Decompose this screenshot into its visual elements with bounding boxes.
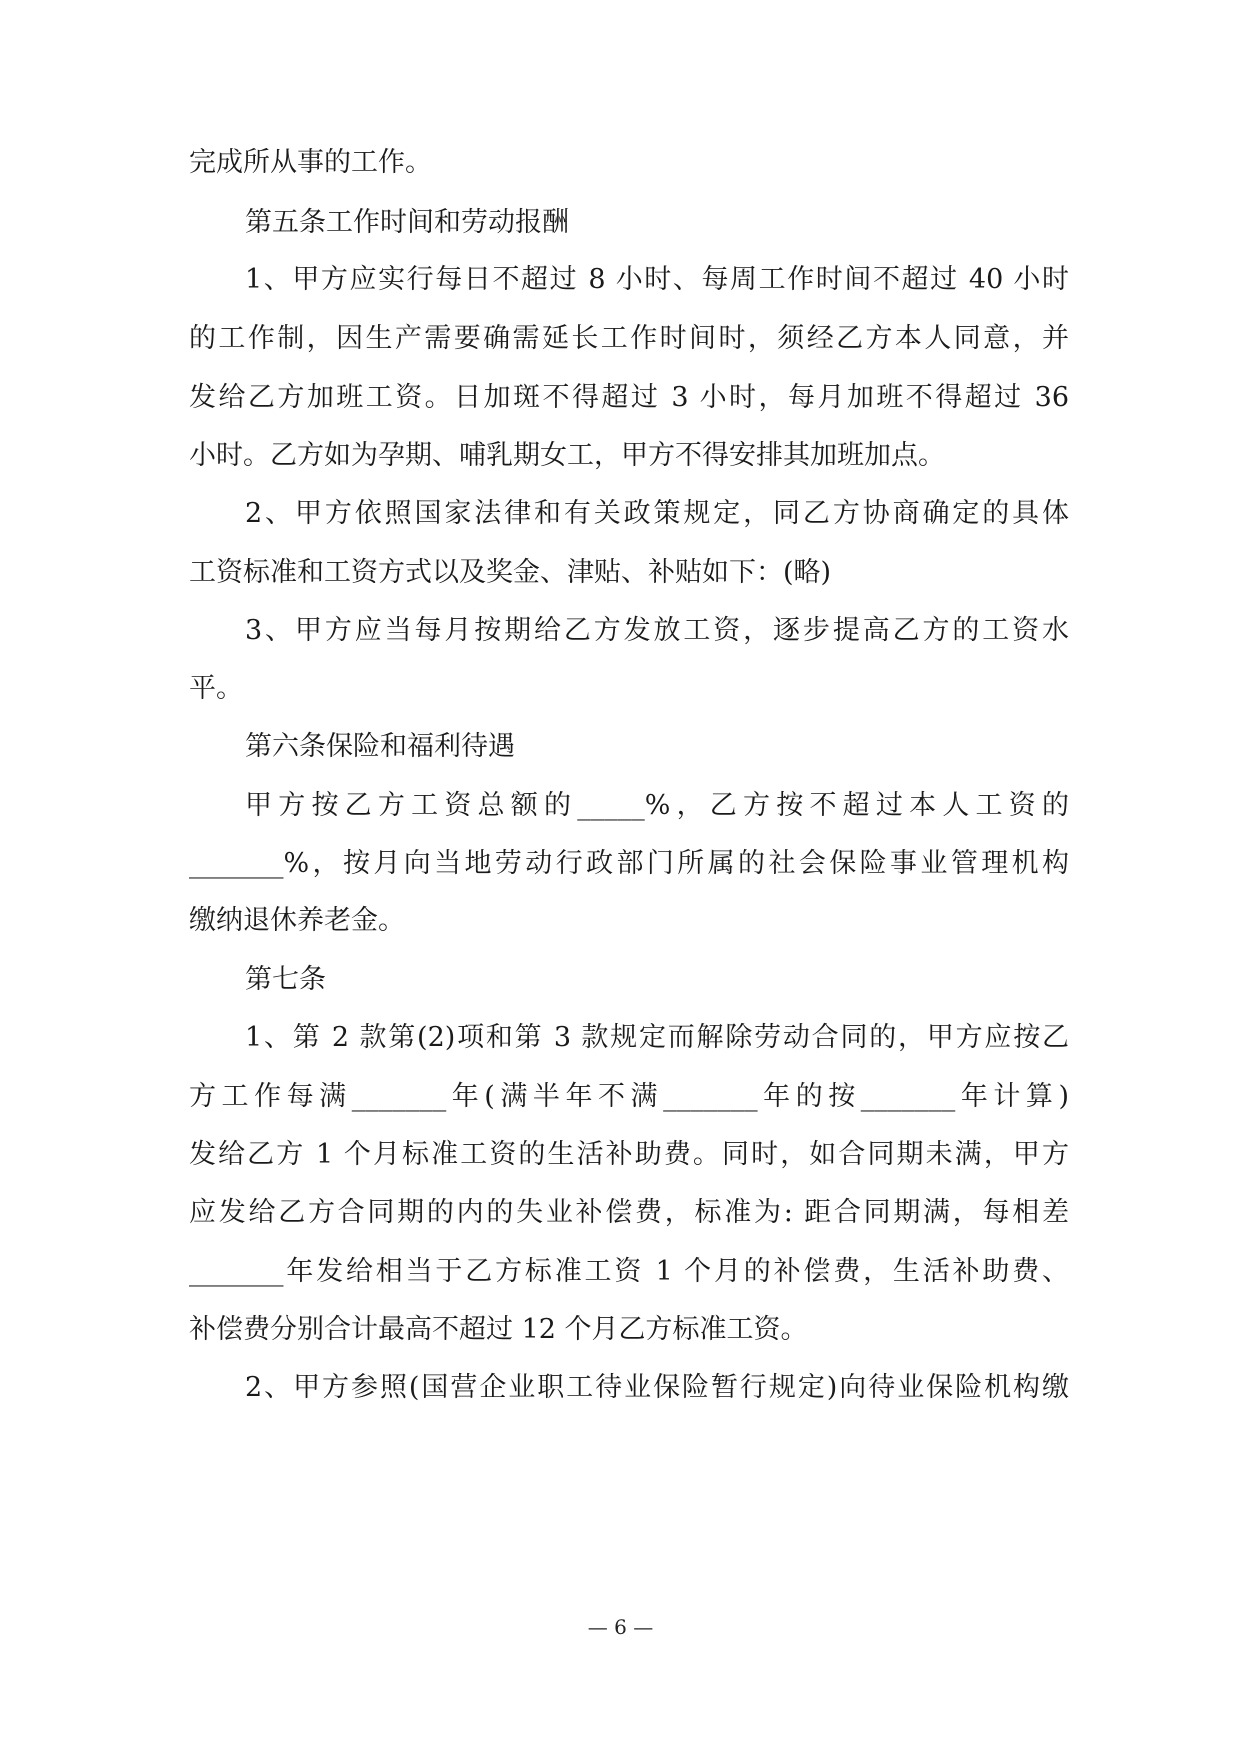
section-heading: 第六条保险和福利待遇 bbox=[245, 731, 515, 762]
text-line: 应发给乙方合同期的内的失业补偿费，标准为: 距合同期满，每相差 bbox=[189, 1197, 1069, 1228]
page-number: — 6 — bbox=[587, 1615, 654, 1639]
text-line: 2、甲方依照国家法律和有关政策规定，同乙方协商确定的具体 bbox=[245, 498, 1069, 529]
text-line: 补偿费分别合计最高不超过 12 个月乙方标准工资。 bbox=[189, 1314, 808, 1345]
section-heading: 第五条工作时间和劳动报酬 bbox=[245, 207, 569, 238]
text-line: 1、甲方应实行每日不超过 8 小时、每周工作时间不超过 40 小时 bbox=[245, 264, 1069, 295]
text-line: 3、甲方应当每月按期给乙方发放工资，逐步提高乙方的工资水 bbox=[245, 615, 1069, 646]
section-heading: 第七条 bbox=[245, 964, 326, 995]
text-line: 发给乙方 1 个月标准工资的生活补助费。同时，如合同期未满，甲方 bbox=[189, 1139, 1069, 1170]
text-line: 方工作每满_______年(满半年不满_______年的按_______年计算) bbox=[189, 1081, 1069, 1112]
text-line: 工资标准和工资方式以及奖金、津贴、补贴如下：(略) bbox=[189, 557, 832, 588]
text-line: 小时。乙方如为孕期、哺乳期女工，甲方不得安排其加班加点。 bbox=[189, 440, 945, 471]
text-line: 平。 bbox=[189, 673, 243, 704]
text-line: 甲方按乙方工资总额的_____%，乙方按不超过本人工资的 bbox=[245, 790, 1069, 821]
text-line: 的工作制，因生产需要确需延长工作时间时，须经乙方本人同意，并 bbox=[189, 323, 1069, 354]
text-line: 缴纳退休养老金。 bbox=[189, 905, 405, 936]
text-line: 2、甲方参照(国营企业职工待业保险暂行规定)向待业保险机构缴 bbox=[245, 1372, 1069, 1403]
text-line: 1、第 2 款第(2)项和第 3 款规定而解除劳动合同的，甲方应按乙 bbox=[245, 1022, 1069, 1053]
text-line: _______%，按月向当地劳动行政部门所属的社会保险事业管理机构 bbox=[189, 848, 1069, 879]
text-line: 发给乙方加班工资。日加斑不得超过 3 小时，每月加班不得超过 36 bbox=[189, 382, 1069, 413]
text-line: _______年发给相当于乙方标准工资 1 个月的补偿费，生活补助费、 bbox=[189, 1256, 1069, 1287]
text-line: 完成所从事的工作。 bbox=[189, 147, 432, 178]
